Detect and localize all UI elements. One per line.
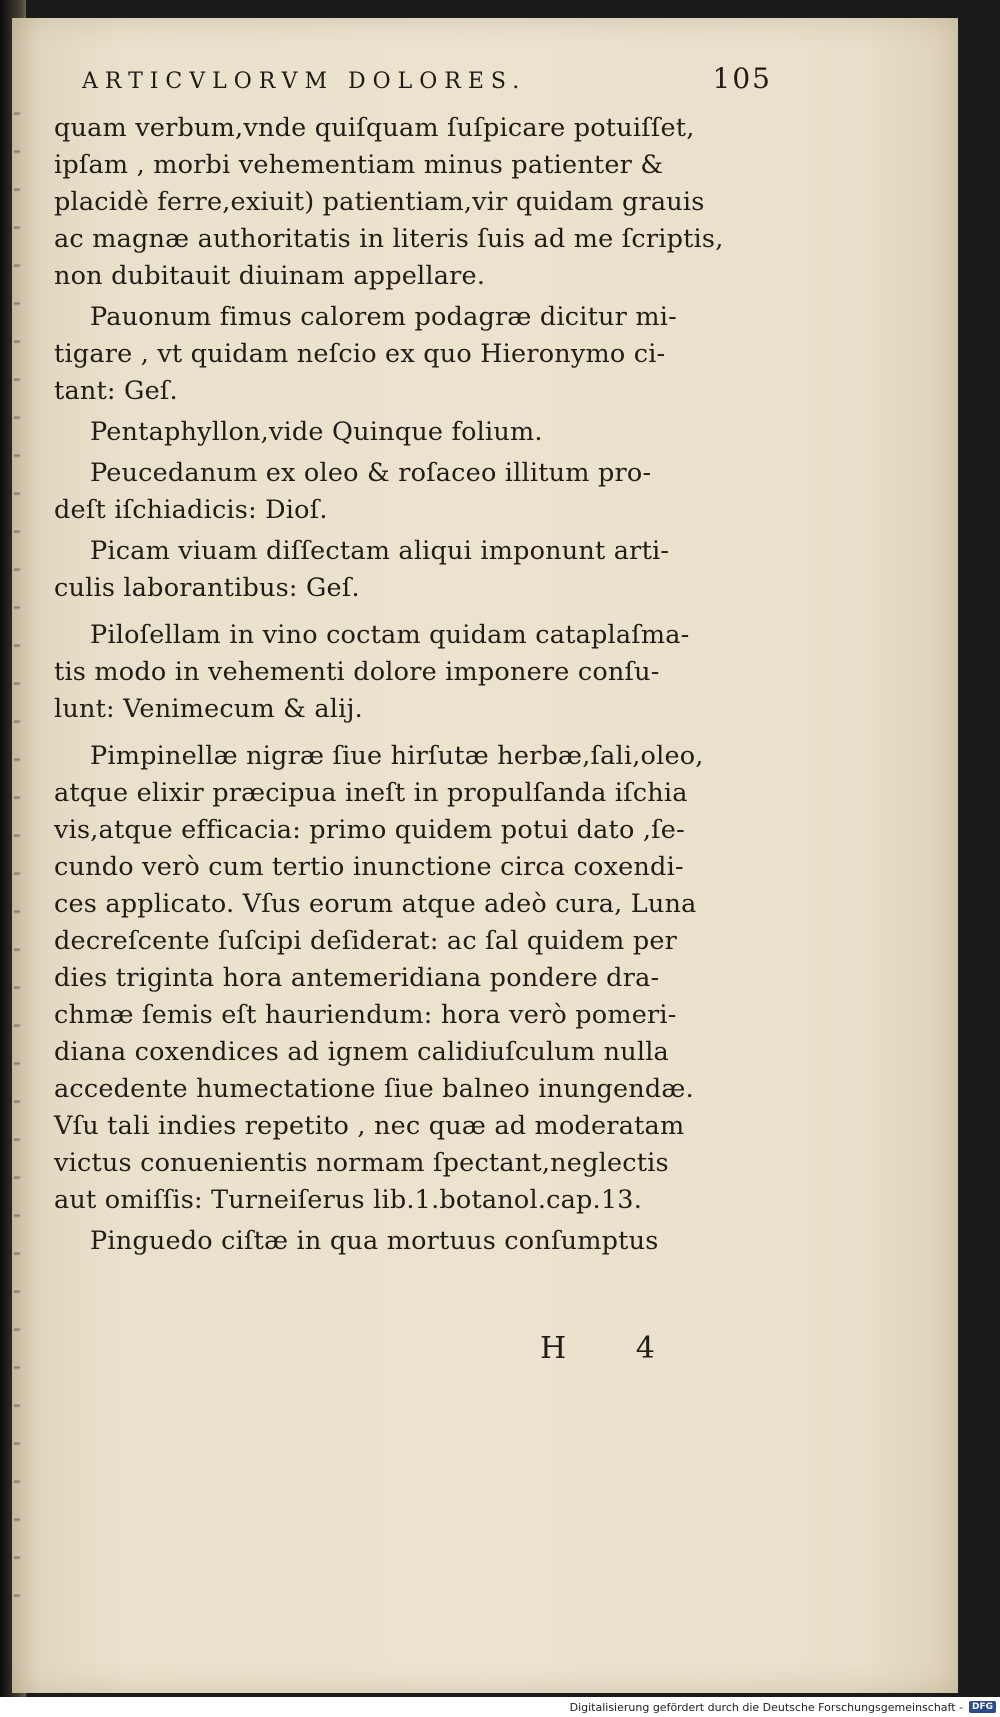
text-line: decreſcente ſuſcipi deſiderat: ac ſal quidem per — [54, 926, 678, 956]
text-line: deſt iſchiadicis: Dioſ. — [54, 495, 328, 525]
text-line: culis laborantibus: Geſ. — [54, 573, 360, 603]
paragraph — [54, 533, 760, 607]
text-line: Pinguedo ciſtæ in qua mortuus conſumptus — [90, 1226, 659, 1256]
text-line: Piloſellam in vino coctam quidam cataplaſma- — [90, 620, 690, 650]
page-number: 105 — [712, 62, 772, 95]
text-line: placidè ferre,exiuit) patientiam,vir quidam grauis — [54, 187, 705, 217]
text-line: ac magnæ authoritatis in literis ſuis ad me ſcriptis, — [54, 224, 724, 254]
text-line: chmæ ſemis eſt hauriendum: hora verò pomeri- — [54, 1000, 677, 1030]
text-line: ipſam , morbi vehementiam minus patienter & — [54, 150, 664, 180]
running-head-title: ARTICVLORVM DOLORES. — [82, 69, 527, 94]
text-line: Pimpinellæ nigræ ſiue hirſutæ herbæ,ſali,oleo, — [90, 741, 704, 771]
running-head — [82, 62, 772, 95]
text-line: ces applicato. Vſus eorum atque adeò cura, Luna — [54, 889, 697, 919]
paragraph — [54, 738, 760, 1219]
text-line: non dubitauit diuinam appellare. — [54, 261, 486, 291]
text-line: Pentaphyllon,vide Quinque folium. — [90, 417, 543, 447]
paragraph — [54, 110, 760, 295]
text-line: aut omiſſis: Turneiſerus lib.1.botanol.cap.13. — [54, 1185, 643, 1215]
binding-stitch-marks — [14, 78, 20, 1618]
paragraph — [54, 299, 760, 410]
text-line: tis modo in vehementi dolore imponere conſu- — [54, 657, 660, 687]
text-line: accedente humectatione ſiue balneo inungendæ. — [54, 1074, 694, 1104]
dfg-logo: DFG — [969, 1701, 996, 1713]
text-line: Vſu tali indies repetito , nec quæ ad moderatam — [54, 1111, 685, 1141]
paragraph — [54, 414, 760, 451]
text-line: tigare , vt quidam neſcio ex quo Hieronymo ci- — [54, 339, 666, 369]
text-line: Peucedanum ex oleo & roſaceo illitum pro- — [90, 458, 652, 488]
text-line: dies triginta hora antemeridiana pondere dra- — [54, 963, 660, 993]
text-line: quam verbum,vnde quiſquam ſuſpicare potuiſſet, — [54, 113, 695, 143]
body-text — [54, 110, 760, 1264]
paragraph — [54, 1223, 760, 1260]
text-line: lunt: Venimecum & alij. — [54, 694, 363, 724]
signature-mark: H 4 — [540, 1331, 685, 1366]
paragraph — [54, 455, 760, 529]
paragraph — [54, 617, 760, 728]
text-line: vis,atque efficacia: primo quidem potui dato ,ſe- — [54, 815, 685, 845]
digitization-credit-text: Digitalisierung gefördert durch die Deutsche Forschungsgemeinschaft - — [569, 1700, 963, 1714]
paper-page — [12, 18, 958, 1693]
digitization-credit-bar — [0, 1697, 1000, 1717]
text-line: tant: Geſ. — [54, 376, 178, 406]
text-line: atque elixir præcipua ineſt in propulſanda iſchia — [54, 778, 688, 808]
text-line: Pauonum fimus calorem podagræ dicitur mi- — [90, 302, 677, 332]
text-line: diana coxendices ad ignem calidiuſculum nulla — [54, 1037, 669, 1067]
text-line: victus conuenientis normam ſpectant,neglectis — [54, 1148, 669, 1178]
text-line: Picam viuam diſſectam aliqui imponunt arti- — [90, 536, 670, 566]
text-line: cundo verò cum tertio inunctione circa coxendi- — [54, 852, 684, 882]
